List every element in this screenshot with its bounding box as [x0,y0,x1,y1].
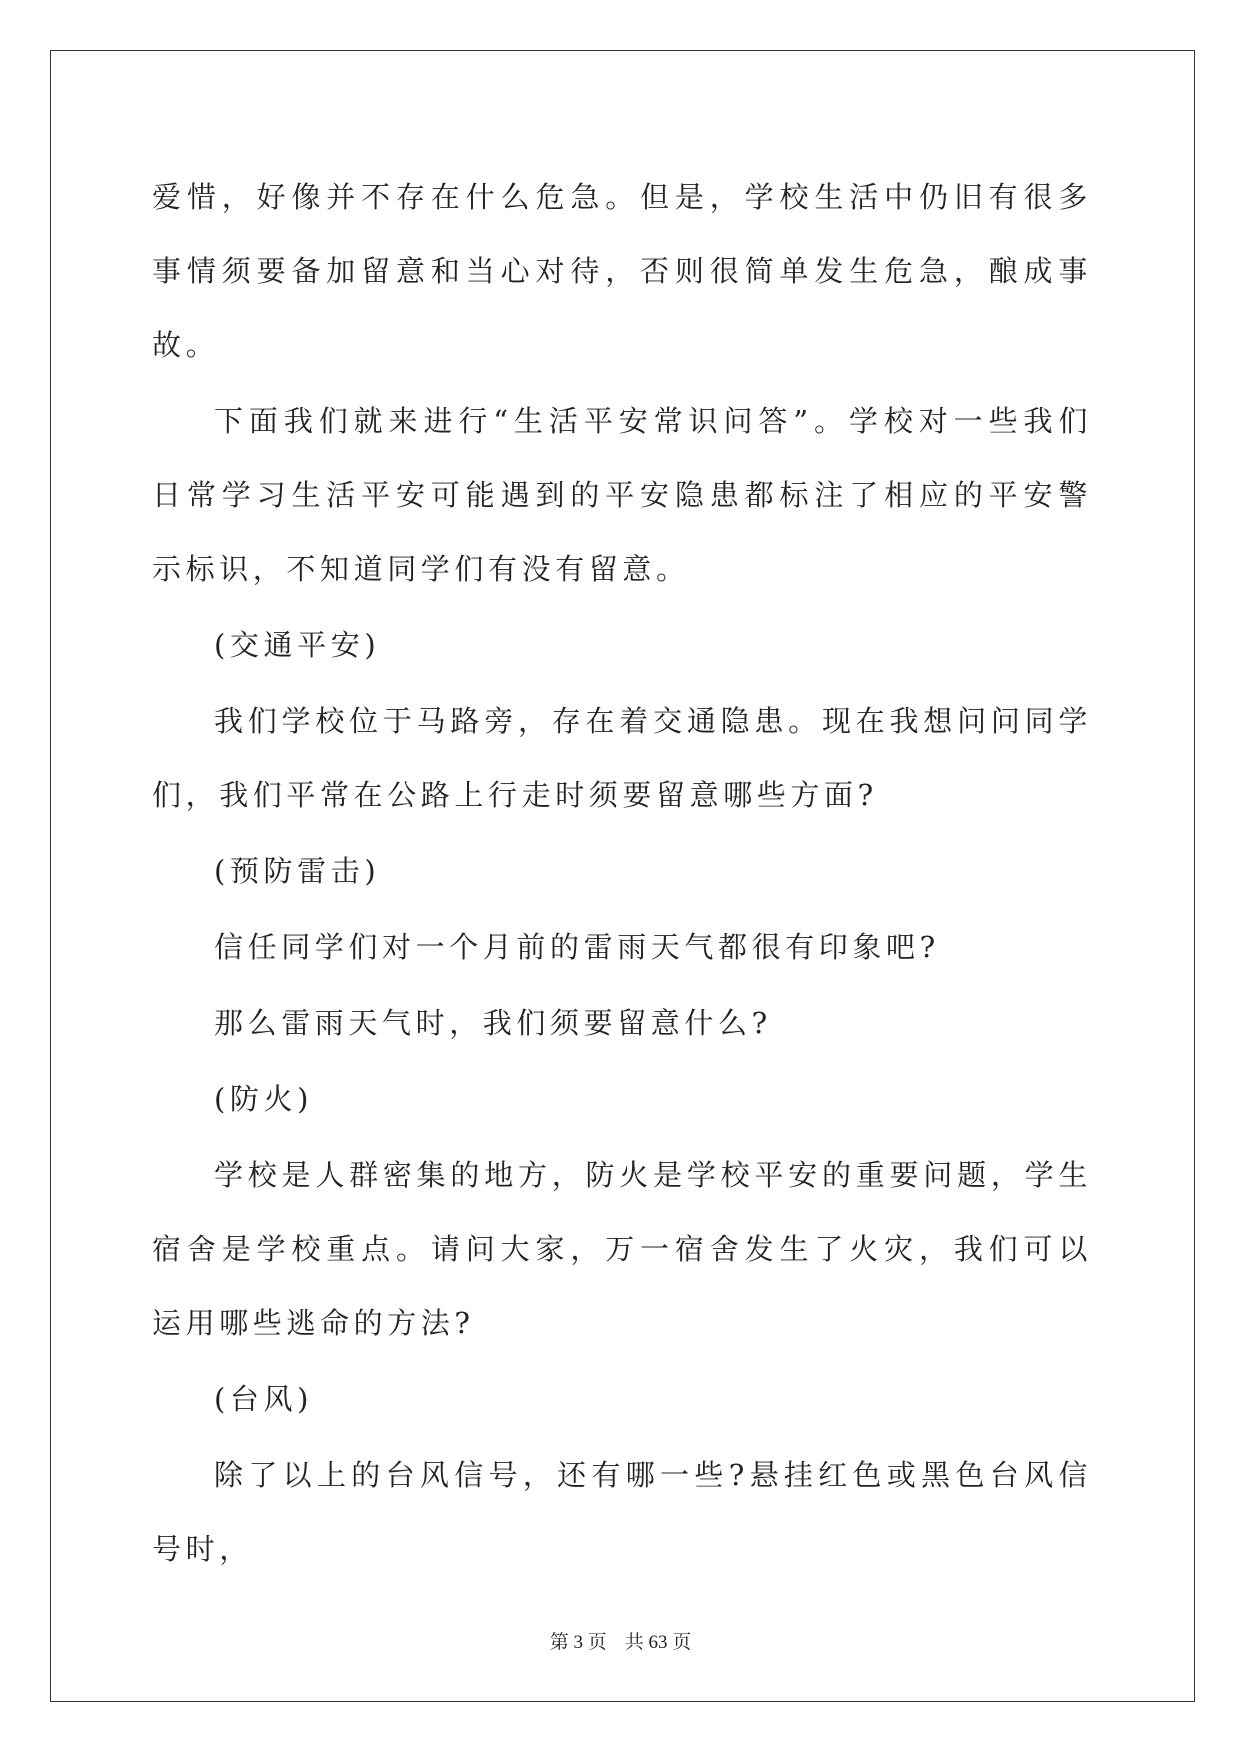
section-heading: (预防雷击) [214,854,381,888]
section-heading: (交通平安) [214,628,381,662]
paragraph: 爱惜，好像并不存在什么危急。但是，学校生活中仍旧有很多事情须要备加留意和当心对待，否则很简单发生危急，酿成事故。 [152,180,1092,362]
section-heading: (防火) [214,1082,314,1116]
paragraph: 信任同学们对一个月前的雷雨天气都很有印象吧? [214,930,940,964]
paragraph: 那么雷雨天气时，我们须要留意什么? [214,1006,772,1040]
paragraph: 我们学校位于马路旁，存在着交通隐患。现在我想问问同学们，我们平常在公路上行走时须要留意哪些方面? [152,704,1092,812]
paragraph: 除了以上的台风信号，还有哪一些?悬挂红色或黑色台风信号时， [152,1458,1092,1566]
section-heading: (台风) [214,1382,314,1416]
page-total: 共 63 页 [624,1632,692,1653]
document-body [152,160,1092,1588]
page-footer [0,1627,1241,1654]
page-number: 第 3 页 [549,1632,607,1653]
paragraph: 学校是人群密集的地方，防火是学校平安的重要问题，学生宿舍是学校重点。请问大家，万一宿舍发生了火灾，我们可以运用哪些逃命的方法? [152,1158,1092,1340]
paragraph: 下面我们就来进行“生活平安常识问答”。学校对一些我们日常学习生活平安可能遇到的平安隐患都标注了相应的平安警示标识，不知道同学们有没有留意。 [152,404,1092,586]
